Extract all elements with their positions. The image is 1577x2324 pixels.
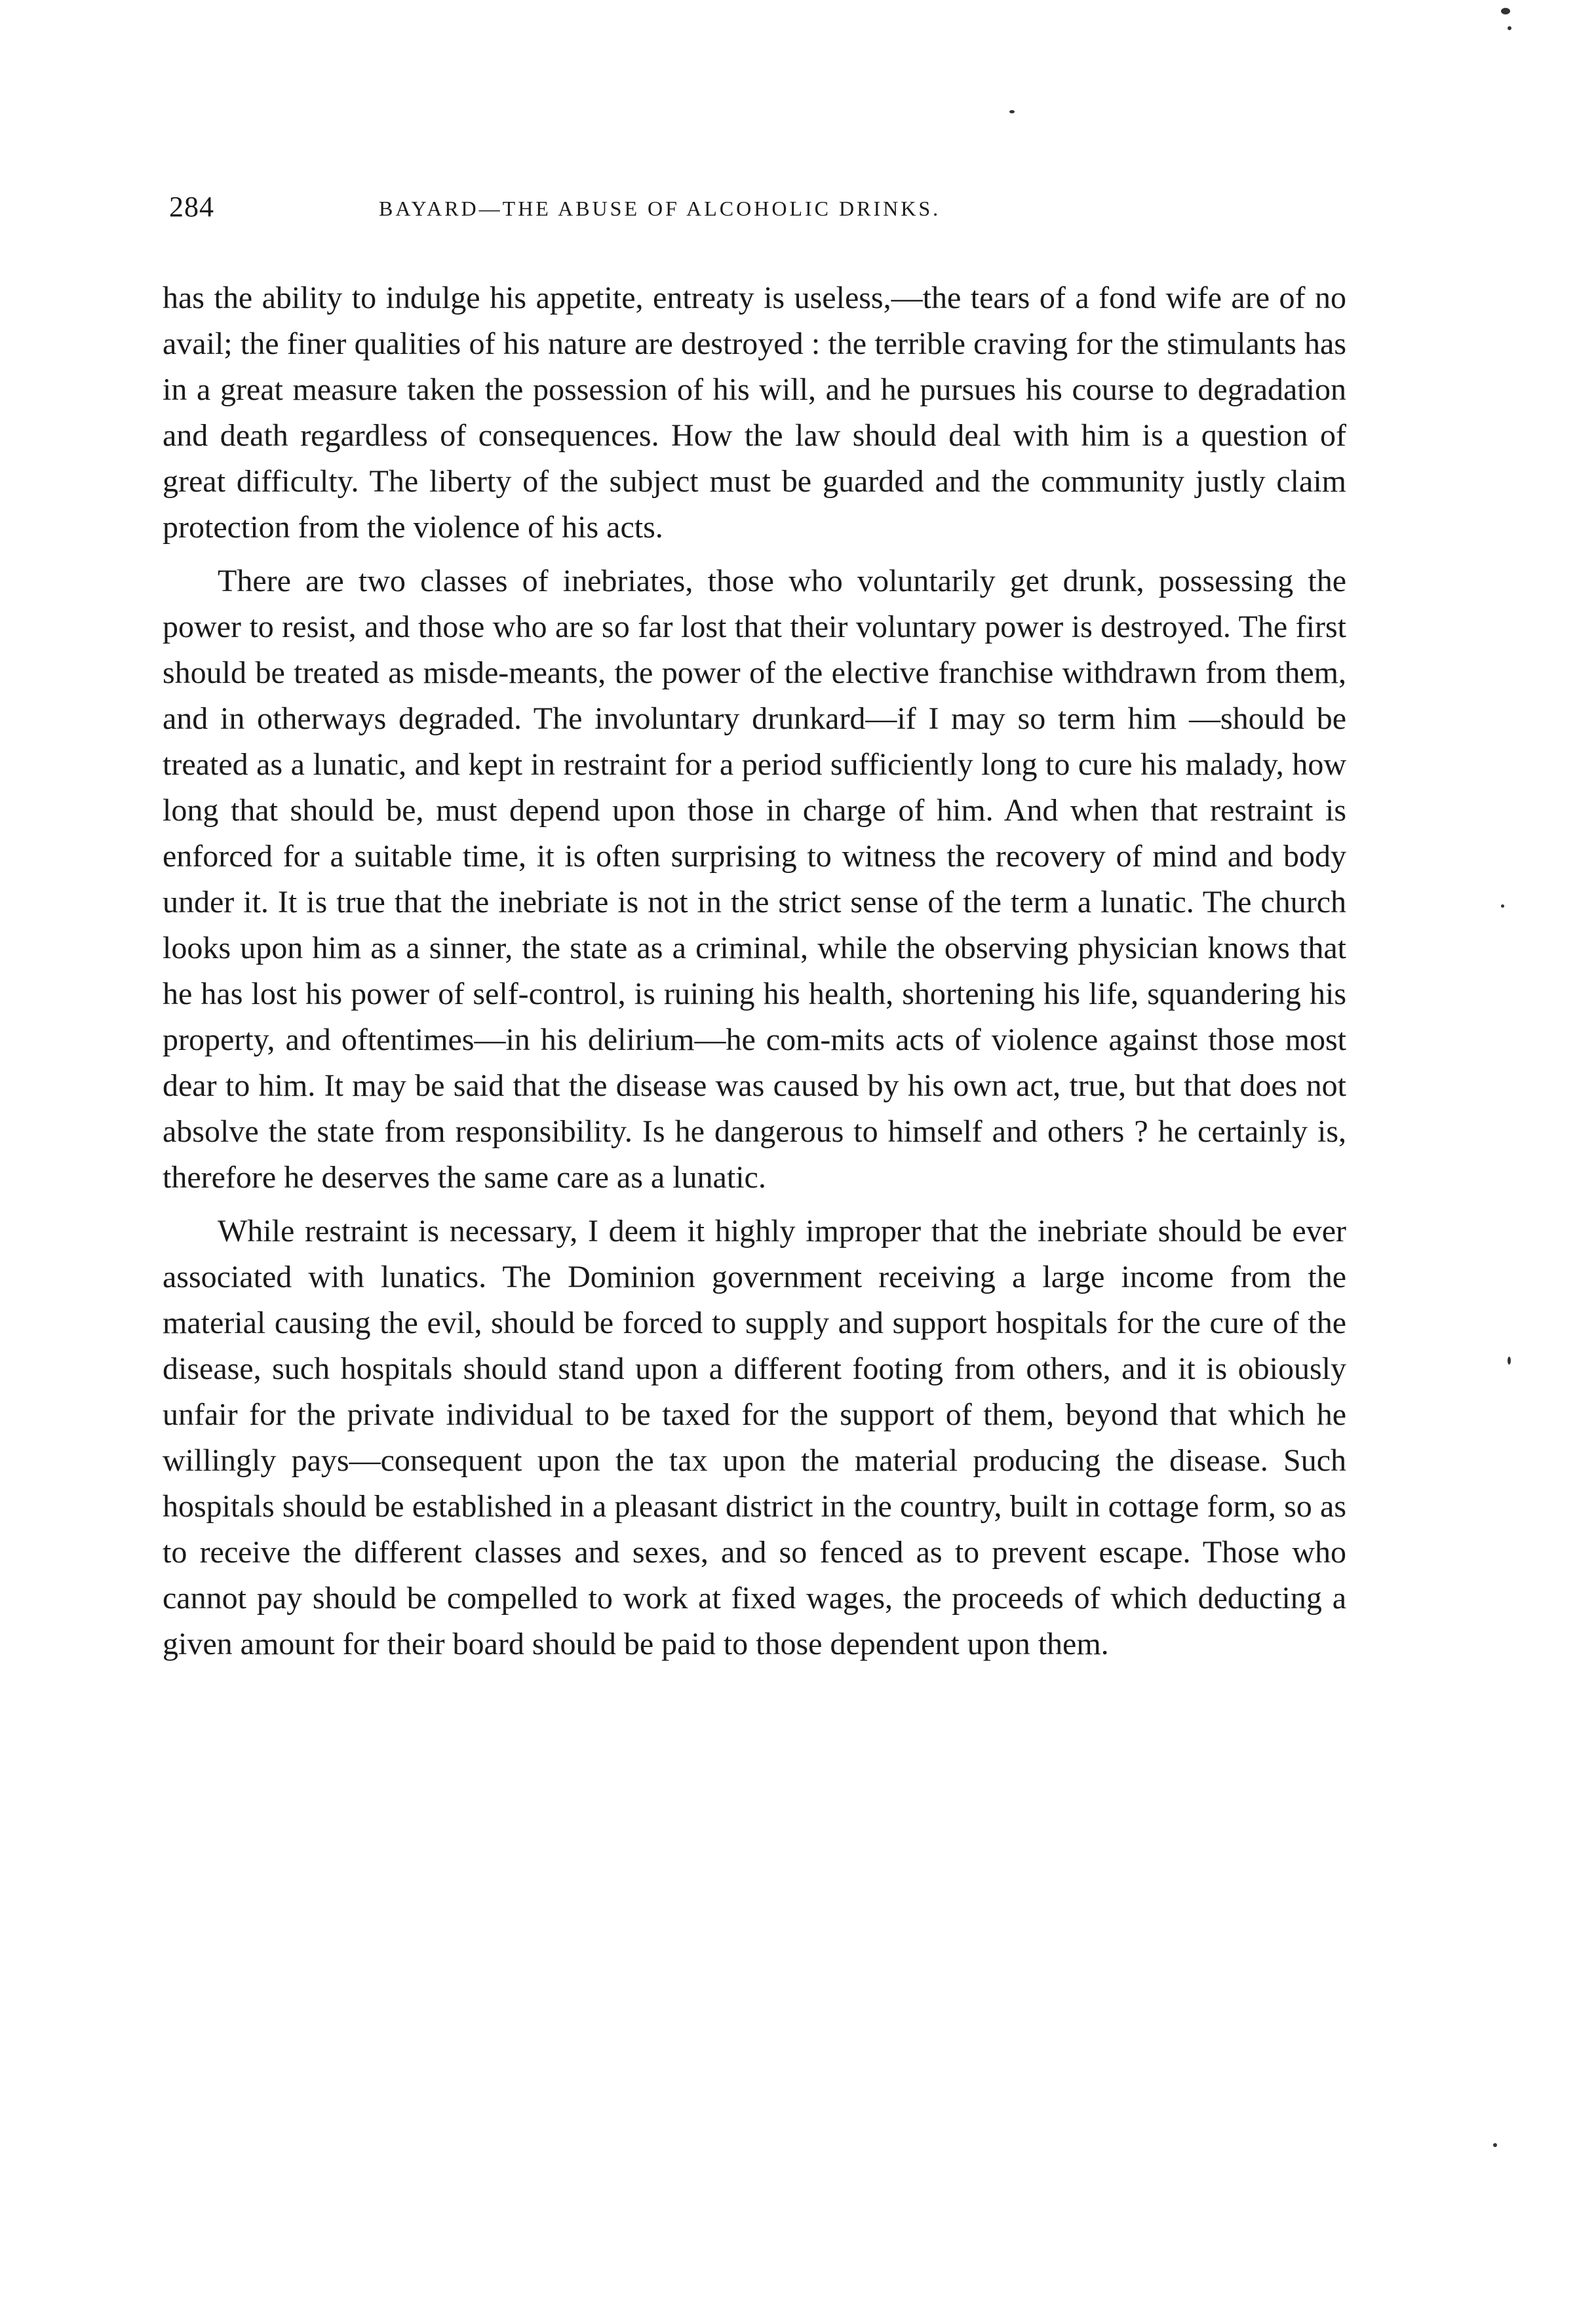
scan-speck [1009, 110, 1015, 113]
page-header [169, 190, 1349, 229]
paragraph-1: has the ability to indulge his appetite, entreaty is useless,—the tears of a fond wife are of no avail; the finer qualities of his nature are destroyed : the terrible craving for the stimulants has in a great measure taken the possession of his will, and he pursues his course to degradation and death regardless of consequences. How the law should deal with him is a question of great difficulty. The liberty of the subject must be guarded and the community justly claim protection from the violence of his acts. [163, 281, 1346, 545]
page-number: 284 [169, 191, 214, 223]
paragraph-2: There are two classes of inebriates, those who voluntarily get drunk, possessing the power to resist, and those who are so far lost that their voluntary power is destroyed. The first should be treated as misde-meants, the power of the elective franchise withdrawn from them, and in otherways degraded. The involuntary drunkard—if I may so term him —should be treated as a lunatic, and kept in restraint for a period sufficiently long to cure his malady, how long that should be, must depend upon those in charge of him. And when that restraint is enforced for a suitable time, it is often surprising to witness the recovery of mind and body under it. It is true that the inebriate is not in the strict sense of the term a lunatic. The church looks upon him as a sinner, the state as a criminal, while the observing physician knows that he has lost his power of self-control, is ruining his health, shortening his life, squandering his property, and oftentimes—in his delirium—he com-mits acts of violence against those most dear to him. It may be said that the disease was caused by his own act, true, but that does not absolve the state from responsibility. Is he dangerous to himself and others ? he certainly is, therefore he deserves the same care as a lunatic. [163, 564, 1346, 1195]
scan-speck [1501, 8, 1510, 14]
paragraph-3: While restraint is necessary, I deem it highly improper that the inebriate should be ever associated with lunatics. The Dominion government receiving a large income from the material causing the evil, should be forced to supply and support hospitals for the cure of the disease, such hospitals should stand upon a different footing from others, and it is obiously unfair for the private individual to be taxed for the support of them, beyond that which he willingly pays—consequent upon the tax upon the material producing the disease. Such hospitals should be established in a pleasant district in the country, built in cottage form, so as to receive the different classes and sexes, and so fenced as to prevent escape. Those who cannot pay should be compelled to work at fixed wages, the proceeds of which deducting a given amount for their board should be paid to those dependent upon them. [163, 1214, 1346, 1661]
scan-speck [1508, 1357, 1511, 1365]
scan-speck [1508, 26, 1511, 30]
scan-speck [1501, 904, 1504, 908]
running-head: BAYARD—THE ABUSE OF ALCOHOLIC DRINKS. [379, 197, 941, 220]
body-text [163, 275, 1346, 1667]
scan-speck [1493, 2143, 1497, 2147]
